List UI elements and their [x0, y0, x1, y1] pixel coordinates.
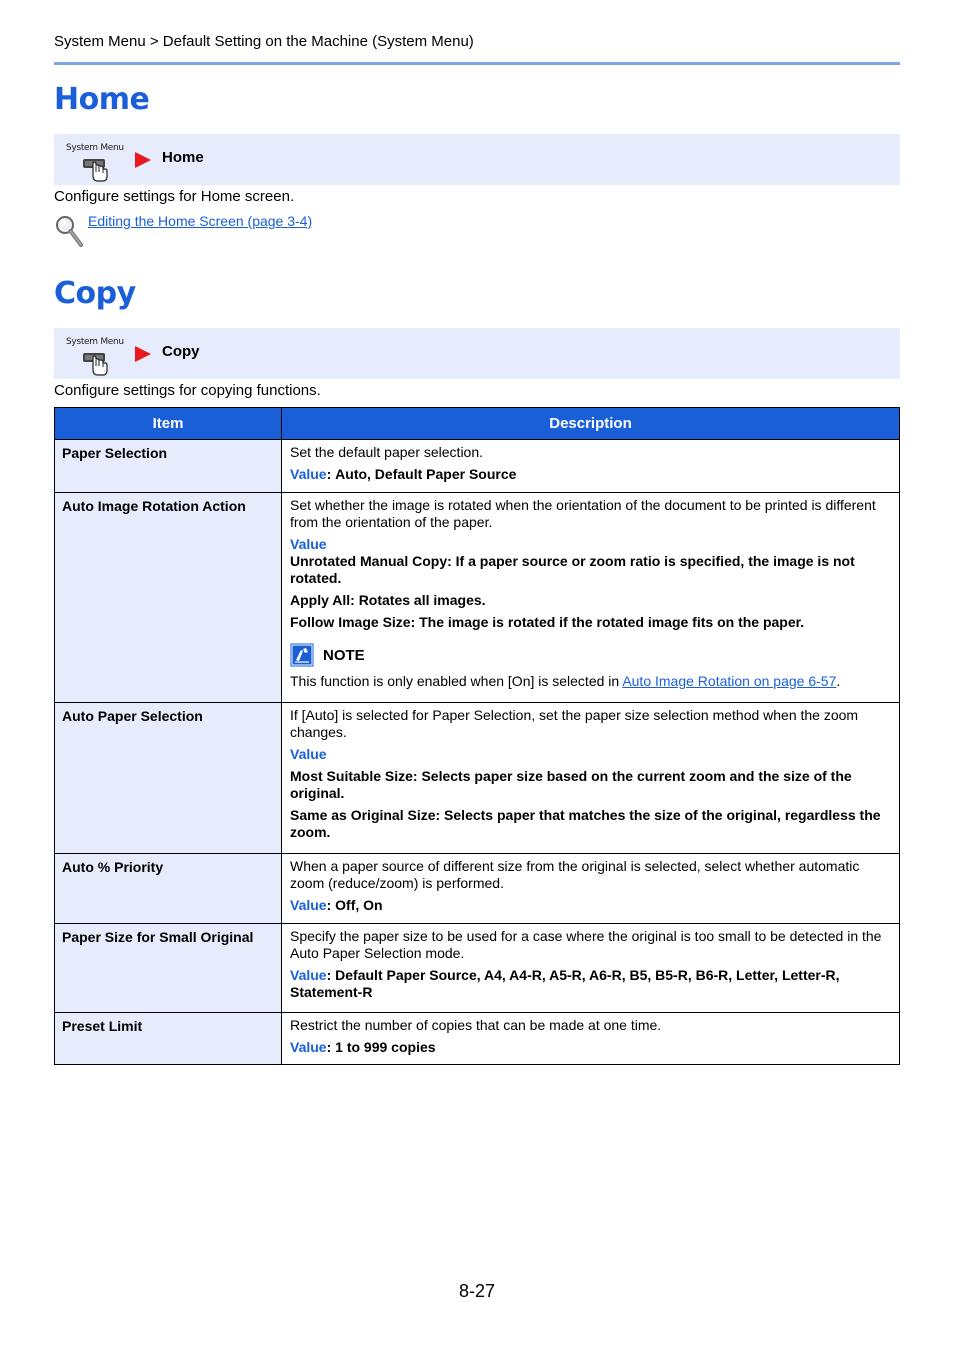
value-option: Unrotated Manual Copy: If a paper source or zoom ratio is specified, the image is not rotated.: [290, 553, 855, 586]
value-line: Value: Off, On: [290, 897, 383, 913]
value-label: Value: [290, 1039, 327, 1055]
value-label: Value: [290, 746, 327, 762]
hand-press-icon: [82, 350, 110, 376]
red-triangle-arrow-icon: [134, 151, 152, 169]
home-intro: Configure settings for Home screen.: [54, 188, 295, 205]
copy-menu-path: [54, 328, 900, 379]
item-cell: Paper Size for Small Original: [55, 924, 282, 1013]
description-text: When a paper source of different size from the original is selected, select whether automatic zoom (reduce/zoom) is performed.: [290, 858, 860, 891]
note-icon: [290, 643, 314, 667]
auto-image-rotation-link[interactable]: Auto Image Rotation on page 6-57: [622, 673, 837, 689]
system-menu-icon: [66, 337, 124, 377]
note-text: This function is only enabled when [On] is selected in Auto Image Rotation on page 6-57.: [290, 673, 841, 689]
table-row: [55, 703, 900, 854]
system-menu-caption: System Menu: [66, 143, 124, 153]
value-option: Most Suitable Size: Selects paper size based on the current zoom and the size of the original.: [290, 768, 852, 801]
description-text: If [Auto] is selected for Paper Selection, set the paper size selection method when the zoom changes.: [290, 707, 859, 740]
table-header-row: [55, 408, 900, 440]
description-cell: [282, 703, 900, 854]
home-menu-label: Home: [162, 149, 204, 166]
item-cell: Auto Paper Selection: [55, 703, 282, 854]
description-cell: [282, 493, 900, 703]
value-option: Apply All: Rotates all images.: [290, 592, 486, 608]
breadcrumb: System Menu > Default Setting on the Machine (System Menu): [54, 33, 474, 50]
system-menu-caption: System Menu: [66, 337, 124, 347]
item-cell: Paper Selection: [55, 440, 282, 493]
header-item: Item: [55, 408, 282, 440]
copy-heading: Copy: [54, 276, 136, 311]
header-rule: [54, 62, 900, 65]
value-text: Auto, Default Paper Source: [335, 466, 517, 482]
magnifier-icon: [54, 214, 84, 248]
value-option: Follow Image Size: The image is rotated if the rotated image fits on the paper.: [290, 614, 805, 630]
description-text: Set the default paper selection.: [290, 444, 484, 460]
value-text: 1 to 999 copies: [335, 1039, 436, 1055]
description-cell: [282, 1013, 900, 1065]
table-row: [55, 493, 900, 703]
table-row: [55, 1013, 900, 1065]
note-header: [290, 643, 891, 667]
system-menu-icon: [66, 143, 124, 183]
value-line: Value: 1 to 999 copies: [290, 1039, 436, 1055]
table-row: [55, 440, 900, 493]
item-cell: Preset Limit: [55, 1013, 282, 1065]
home-menu-path: [54, 134, 900, 185]
copy-intro: Configure settings for copying functions.: [54, 382, 321, 399]
value-label: Value: [290, 536, 327, 552]
copy-settings-table: [54, 407, 900, 1065]
value-label: Value: [290, 897, 327, 913]
hand-press-icon: [82, 156, 110, 182]
red-triangle-arrow-icon: [134, 345, 152, 363]
description-cell: [282, 440, 900, 493]
value-line: Value: Auto, Default Paper Source: [290, 466, 517, 482]
copy-menu-label: Copy: [162, 343, 200, 360]
page-number: 8-27: [458, 1281, 496, 1301]
header-description: Description: [282, 408, 900, 440]
value-text: Off, On: [335, 897, 383, 913]
value-text: Default Paper Source, A4, A4-R, A5-R, A6-R, B5, B5-R, B6-R, Letter, Letter-R, Statement-R: [290, 967, 840, 1000]
value-line: Value: Default Paper Source, A4, A4-R, A5-R, A6-R, B5, B5-R, B6-R, Letter, Letter-R, Statement-R: [290, 967, 840, 1000]
home-heading: Home: [54, 82, 150, 117]
value-label: Value: [290, 466, 327, 482]
value-option: Same as Original Size: Selects paper that matches the size of the original, regardless the zoom.: [290, 807, 881, 840]
description-text: Specify the paper size to be used for a case where the original is too small to be detected in the Auto Paper Selection mode.: [290, 928, 882, 961]
table-row: [55, 854, 900, 924]
description-text: Set whether the image is rotated when the orientation of the document to be printed is different from the orientation of the paper.: [290, 497, 876, 530]
note-title: NOTE: [323, 646, 365, 664]
description-cell: [282, 854, 900, 924]
editing-home-screen-link[interactable]: Editing the Home Screen (page 3-4): [88, 213, 313, 229]
item-cell: Auto % Priority: [55, 854, 282, 924]
description-text: Restrict the number of copies that can be made at one time.: [290, 1017, 662, 1033]
item-cell: Auto Image Rotation Action: [55, 493, 282, 703]
value-label: Value: [290, 967, 327, 983]
table-row: [55, 924, 900, 1013]
description-cell: [282, 924, 900, 1013]
